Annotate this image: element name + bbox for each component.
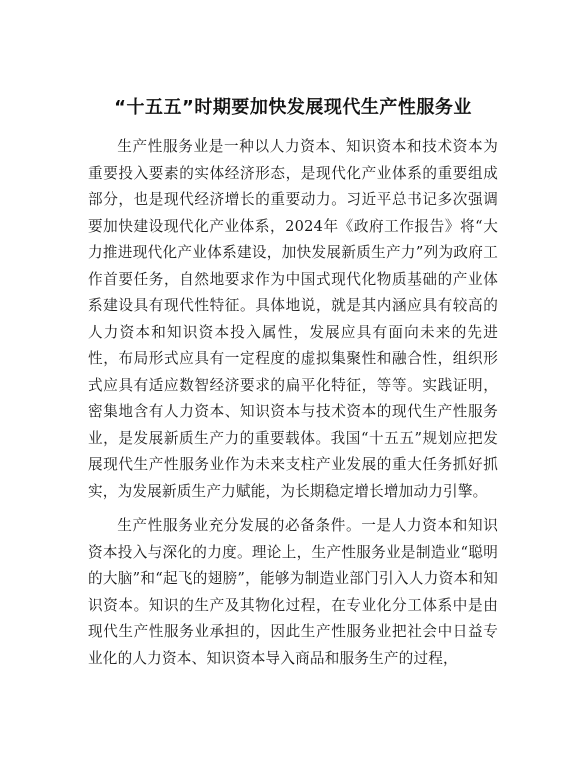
document-title: “十五五”时期要加快发展现代生产性服务业 <box>114 97 472 118</box>
document-page <box>88 96 498 680</box>
paragraph-2: 生产性服务业充分发展的必备条件。一是人力资本和知识资本投入与深化的力度。理论上，生产性服务业是制造业“聪明的大脑”和“起飞的翅膀”，能够为制造业部门引入人力资本和知识资本。知识的生产及其物化过程，在专业化分工体系中是由现代生产性服务业承担的，因此生产性服务业把社会中日益专业化的人力资本、知识资本导入商品和服务生产的过程， <box>88 517 498 667</box>
paragraph-1: 生产性服务业是一种以人力资本、知识资本和技术资本为重要投入要素的实体经济形态，是现代化产业体系的重要组成部分，也是现代经济增长的重要动力。习近平总书记多次强调要加快建设现代化产业体系，2024年《政府工作报告》将“大力推进现代化产业体系建设，加快发展新质生产力”列为政府工作首要任务，自然地要求作为中国式现代化物质基础的产业体系建设具有现代性特征。具体地说，就是其内涵应具有较高的人力资本和知识资本投入属性，发展应具有面向未来的先进性，布局形式应具有一定程度的虚拟集聚性和融合性，组织形式应具有适应数智经济要求的扁平化特征，等等。实践证明，密集地含有人力资本、知识资本与技术资本的现代生产性服务业，是发展新质生产力的重要载体。我国“十五五”规划应把发展现代生产性服务业作为未来支柱产业发展的重大任务抓好抓实，为发展新质生产力赋能，为长期稳定增长增加动力引擎。 <box>88 138 498 500</box>
